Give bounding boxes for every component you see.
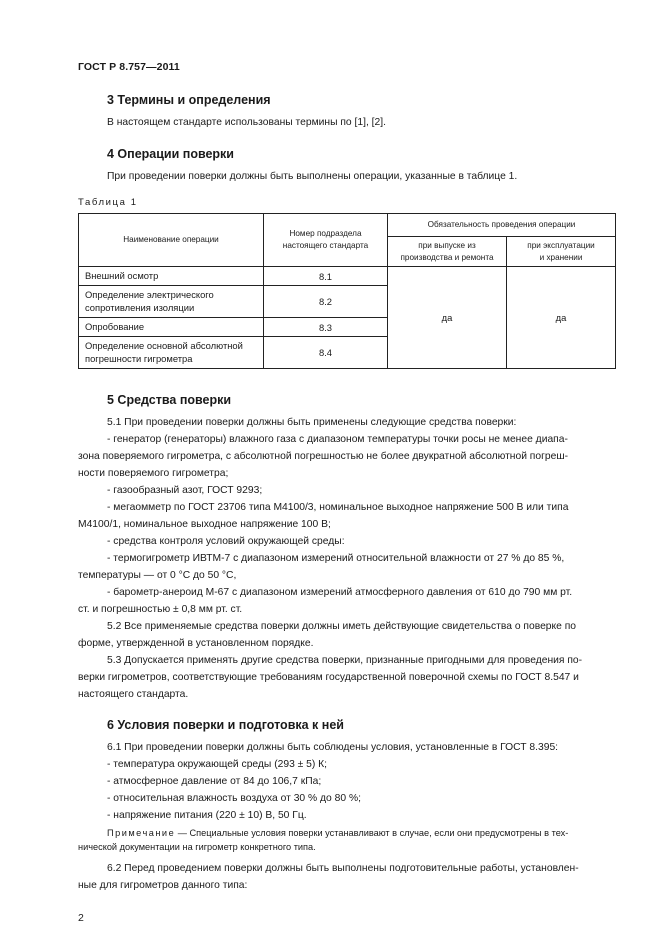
- list-item: - мегаомметр по ГОСТ 23706 типа М4100/3, номинальное выходное напряжение 500 В или типа: [107, 502, 569, 513]
- list-item-continuation: ности поверяемого гигрометра;: [78, 468, 229, 479]
- document-header: ГОСТ Р 8.757—2011: [78, 61, 180, 73]
- section-6-title: 6 Условия поверки и подготовка к ней: [107, 718, 344, 732]
- section-4-title: 4 Операции поверки: [107, 147, 234, 161]
- subsection-number: 8.1: [264, 267, 388, 286]
- p5-3-continuation: верки гигрометров, соответствующие требованиям государственной поверочной схемы по ГОСТ 8.547 и: [78, 672, 579, 683]
- list-item-continuation: М4100/1, номинальное выходное напряжение 100 В;: [78, 519, 331, 530]
- list-item-continuation: зона поверяемого гигрометра, с абсолютной погрешностью не более двукратной абсолютной погреш-: [78, 451, 569, 462]
- release-required-value: да: [388, 267, 507, 369]
- page-number: 2: [78, 912, 84, 924]
- list-item: - газообразный азот, ГОСТ 9293;: [107, 485, 263, 496]
- list-item: - атмосферное давление от 84 до 106,7 кПа;: [107, 776, 322, 787]
- operation-name: Определение основной абсолютной погрешности гигрометра: [79, 337, 264, 369]
- list-item-continuation: ст. и погрешностью ± 0,8 мм рт. ст.: [78, 604, 243, 615]
- usage-required-value: да: [507, 267, 616, 369]
- p5-2: 5.2 Все применяемые средства поверки должны иметь действующие свидетельства о поверке по: [107, 621, 577, 632]
- operation-name: Внешний осмотр: [79, 267, 264, 286]
- section-4-text: При проведении поверки должны быть выполнены операции, указанные в таблице 1.: [107, 171, 518, 182]
- note-label: Примечание: [107, 828, 176, 838]
- p6-2-continuation: ные для гигрометров данного типа:: [78, 880, 248, 891]
- list-item: - термогигрометр ИВТМ-7 с диапазоном измерений относительной влажности от 27 % до 85 %,: [107, 553, 565, 564]
- operation-name: Определение электрического сопротивления изоляции: [79, 286, 264, 318]
- operation-name: Опробование: [79, 318, 264, 337]
- header-operation-name: Наименование операции: [79, 214, 264, 267]
- operations-table: [78, 213, 616, 369]
- list-item: - относительная влажность воздуха от 30 % до 80 %;: [107, 793, 361, 804]
- subsection-number: 8.3: [264, 318, 388, 337]
- section-3-title: 3 Термины и определения: [107, 93, 271, 107]
- header-subsection-number: Номер подраздела настоящего стандарта: [264, 214, 388, 267]
- list-item: - средства контроля условий окружающей среды:: [107, 536, 345, 547]
- subsection-number: 8.2: [264, 286, 388, 318]
- header-release: при выпуске из производства и ремонта: [388, 237, 507, 267]
- subsection-number: 8.4: [264, 337, 388, 369]
- p5-1-intro: 5.1 При проведении поверки должны быть применены следующие средства поверки:: [107, 417, 517, 428]
- p5-3-continuation: настоящего стандарта.: [78, 689, 189, 700]
- list-item: - температура окружающей среды (293 ± 5) К;: [107, 759, 328, 770]
- list-item: - барометр-анероид М-67 с диапазоном измерений атмосферного давления от 610 до 790 мм рт.: [107, 587, 573, 598]
- list-item-continuation: температуры — от 0 °С до 50 °С,: [78, 570, 237, 581]
- note-continuation: нической документации на гигрометр конкретного типа.: [78, 842, 316, 852]
- p6-2: 6.2 Перед проведением поверки должны быть выполнены подготовительные работы, установлен-: [107, 863, 579, 874]
- header-required: Обязательность проведения операции: [388, 214, 616, 237]
- p5-3: 5.3 Допускается применять другие средства поверки, признанные пригодными для проведения по-: [107, 655, 583, 666]
- section-5-title: 5 Средства поверки: [107, 393, 232, 407]
- note: Примечание — Специальные условия поверки устанавливают в случае, если они предусмотрены в тех-: [107, 828, 569, 838]
- list-item: - напряжение питания (220 ± 10) В, 50 Гц.: [107, 810, 307, 821]
- table-caption: Таблица 1: [78, 197, 138, 208]
- header-usage: при эксплуатации и хранении: [507, 237, 616, 267]
- list-item: - генератор (генераторы) влажного газа с диапазоном температуры точки росы не менее диапа-: [107, 434, 568, 445]
- section-3-text: В настоящем стандарте использованы термины по [1], [2].: [107, 117, 386, 128]
- table-row: [79, 267, 616, 286]
- p6-1: 6.1 При проведении поверки должны быть соблюдены условия, установленные в ГОСТ 8.395:: [107, 742, 559, 753]
- p5-2-continuation: форме, утвержденной в установленном порядке.: [78, 638, 314, 649]
